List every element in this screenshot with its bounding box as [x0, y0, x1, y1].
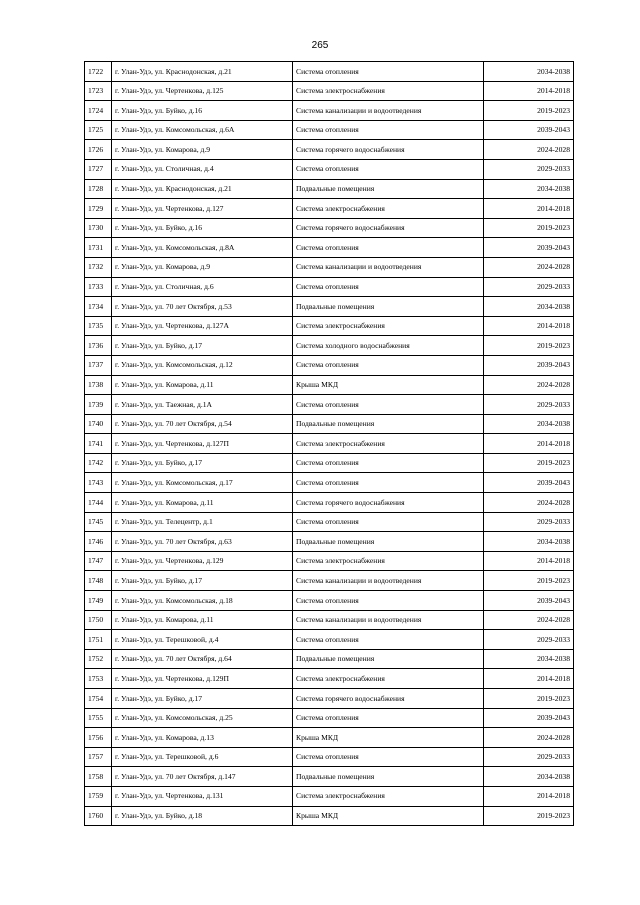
period-cell: 2019-2023	[484, 453, 574, 473]
period-cell: 2014-2018	[484, 316, 574, 336]
address-cell: г. Улан-Удэ, ул. Комсомольская, д.12	[112, 355, 293, 375]
table-row	[85, 316, 574, 336]
address-cell: г. Улан-Удэ, ул. Краснодонская, д.21	[112, 62, 293, 82]
table-row	[85, 591, 574, 611]
row-number-cell: 1734	[85, 297, 112, 317]
table-row	[85, 649, 574, 669]
period-cell: 2034-2038	[484, 767, 574, 787]
address-cell: г. Улан-Удэ, ул. Столичная, д.6	[112, 277, 293, 297]
period-cell: 2029-2033	[484, 277, 574, 297]
address-cell: г. Улан-Удэ, ул. Комсомольская, д.25	[112, 708, 293, 728]
row-number-cell: 1757	[85, 747, 112, 767]
address-cell: г. Улан-Удэ, ул. Чертенкова, д.127А	[112, 316, 293, 336]
system-cell: Система горячего водоснабжения	[293, 689, 484, 709]
address-cell: г. Улан-Удэ, ул. Чертенкова, д.127	[112, 199, 293, 219]
row-number-cell: 1727	[85, 159, 112, 179]
address-cell: г. Улан-Удэ, ул. Таежная, д.1А	[112, 395, 293, 415]
address-cell: г. Улан-Удэ, ул. Буйко, д.17	[112, 453, 293, 473]
row-number-cell: 1760	[85, 806, 112, 826]
table-row	[85, 493, 574, 513]
row-number-cell: 1745	[85, 512, 112, 532]
system-cell: Крыша МКД	[293, 806, 484, 826]
address-cell: г. Улан-Удэ, ул. Буйко, д.16	[112, 101, 293, 121]
address-cell: г. Улан-Удэ, ул. 70 лет Октября, д.64	[112, 649, 293, 669]
period-cell: 2019-2023	[484, 336, 574, 356]
system-cell: Система канализации и водоотведения	[293, 571, 484, 591]
address-cell: г. Улан-Удэ, ул. Комсомольская, д.17	[112, 473, 293, 493]
system-cell: Система электроснабжения	[293, 551, 484, 571]
system-cell: Система отопления	[293, 62, 484, 82]
table-row	[85, 571, 574, 591]
table-row	[85, 238, 574, 258]
period-cell: 2014-2018	[484, 81, 574, 101]
period-cell: 2024-2028	[484, 493, 574, 513]
period-cell: 2034-2038	[484, 179, 574, 199]
system-cell: Система горячего водоснабжения	[293, 140, 484, 160]
address-cell: г. Улан-Удэ, ул. Комарова, д.9	[112, 140, 293, 160]
system-cell: Система отопления	[293, 159, 484, 179]
table-row	[85, 120, 574, 140]
address-cell: г. Улан-Удэ, ул. Комсомольская, д.6А	[112, 120, 293, 140]
address-cell: г. Улан-Удэ, ул. Краснодонская, д.21	[112, 179, 293, 199]
system-cell: Система отопления	[293, 453, 484, 473]
period-cell: 2019-2023	[484, 101, 574, 121]
table-row	[85, 610, 574, 630]
row-number-cell: 1741	[85, 434, 112, 454]
row-number-cell: 1723	[85, 81, 112, 101]
period-cell: 2039-2043	[484, 355, 574, 375]
row-number-cell: 1751	[85, 630, 112, 650]
address-cell: г. Улан-Удэ, ул. Буйко, д.17	[112, 689, 293, 709]
system-cell: Система электроснабжения	[293, 434, 484, 454]
row-number-cell: 1750	[85, 610, 112, 630]
row-number-cell: 1736	[85, 336, 112, 356]
table-row	[85, 473, 574, 493]
address-cell: г. Улан-Удэ, ул. Комсомольская, д.8А	[112, 238, 293, 258]
table-row	[85, 512, 574, 532]
system-cell: Система канализации и водоотведения	[293, 610, 484, 630]
period-cell: 2019-2023	[484, 806, 574, 826]
period-cell: 2024-2028	[484, 610, 574, 630]
system-cell: Подвальные помещения	[293, 649, 484, 669]
row-number-cell: 1739	[85, 395, 112, 415]
table-row	[85, 81, 574, 101]
period-cell: 2034-2038	[484, 414, 574, 434]
system-cell: Система электроснабжения	[293, 786, 484, 806]
table-row	[85, 336, 574, 356]
system-cell: Система отопления	[293, 630, 484, 650]
system-cell: Подвальные помещения	[293, 767, 484, 787]
table-row	[85, 101, 574, 121]
address-cell: г. Улан-Удэ, ул. Комарова, д.9	[112, 257, 293, 277]
system-cell: Система отопления	[293, 355, 484, 375]
repair-schedule-table	[84, 61, 574, 826]
system-cell: Подвальные помещения	[293, 297, 484, 317]
period-cell: 2024-2028	[484, 140, 574, 160]
period-cell: 2034-2038	[484, 649, 574, 669]
system-cell: Крыша МКД	[293, 728, 484, 748]
table-row	[85, 669, 574, 689]
table-body	[85, 62, 574, 826]
page-number: 265	[311, 40, 329, 51]
row-number-cell: 1730	[85, 218, 112, 238]
row-number-cell: 1748	[85, 571, 112, 591]
row-number-cell: 1738	[85, 375, 112, 395]
system-cell: Система горячего водоснабжения	[293, 218, 484, 238]
period-cell: 2029-2033	[484, 159, 574, 179]
table-row	[85, 767, 574, 787]
row-number-cell: 1732	[85, 257, 112, 277]
address-cell: г. Улан-Удэ, ул. Комсомольская, д.18	[112, 591, 293, 611]
system-cell: Система канализации и водоотведения	[293, 101, 484, 121]
system-cell: Система отопления	[293, 708, 484, 728]
table-row	[85, 708, 574, 728]
table-row	[85, 62, 574, 82]
row-number-cell: 1728	[85, 179, 112, 199]
row-number-cell: 1755	[85, 708, 112, 728]
table-row	[85, 434, 574, 454]
period-cell: 2014-2018	[484, 669, 574, 689]
address-cell: г. Улан-Удэ, ул. Терешковой, д.4	[112, 630, 293, 650]
table-row	[85, 689, 574, 709]
row-number-cell: 1737	[85, 355, 112, 375]
period-cell: 2029-2033	[484, 512, 574, 532]
period-cell: 2019-2023	[484, 689, 574, 709]
address-cell: г. Улан-Удэ, ул. Буйко, д.18	[112, 806, 293, 826]
address-cell: г. Улан-Удэ, ул. Чертенкова, д.129П	[112, 669, 293, 689]
period-cell: 2039-2043	[484, 708, 574, 728]
period-cell: 2024-2028	[484, 728, 574, 748]
row-number-cell: 1735	[85, 316, 112, 336]
address-cell: г. Улан-Удэ, ул. Чертенкова, д.125	[112, 81, 293, 101]
period-cell: 2039-2043	[484, 238, 574, 258]
address-cell: г. Улан-Удэ, ул. Чертенкова, д.129	[112, 551, 293, 571]
table-row	[85, 414, 574, 434]
address-cell: г. Улан-Удэ, ул. 70 лет Октября, д.54	[112, 414, 293, 434]
table-row	[85, 199, 574, 219]
table-row	[85, 375, 574, 395]
row-number-cell: 1724	[85, 101, 112, 121]
row-number-cell: 1725	[85, 120, 112, 140]
system-cell: Система отопления	[293, 277, 484, 297]
period-cell: 2039-2043	[484, 120, 574, 140]
row-number-cell: 1749	[85, 591, 112, 611]
system-cell: Система отопления	[293, 120, 484, 140]
system-cell: Подвальные помещения	[293, 532, 484, 552]
period-cell: 2024-2028	[484, 375, 574, 395]
system-cell: Крыша МКД	[293, 375, 484, 395]
table-row	[85, 728, 574, 748]
period-cell: 2014-2018	[484, 551, 574, 571]
period-cell: 2029-2033	[484, 395, 574, 415]
system-cell: Подвальные помещения	[293, 179, 484, 199]
address-cell: г. Улан-Удэ, ул. Терешковой, д.6	[112, 747, 293, 767]
address-cell: г. Улан-Удэ, ул. Столичная, д.4	[112, 159, 293, 179]
address-cell: г. Улан-Удэ, ул. Телецентр, д.1	[112, 512, 293, 532]
system-cell: Система отопления	[293, 747, 484, 767]
row-number-cell: 1733	[85, 277, 112, 297]
system-cell: Система электроснабжения	[293, 316, 484, 336]
row-number-cell: 1729	[85, 199, 112, 219]
table-row	[85, 159, 574, 179]
system-cell: Система канализации и водоотведения	[293, 257, 484, 277]
table-row	[85, 179, 574, 199]
address-cell: г. Улан-Удэ, ул. Комарова, д.13	[112, 728, 293, 748]
period-cell: 2029-2033	[484, 630, 574, 650]
address-cell: г. Улан-Удэ, ул. Буйко, д.17	[112, 571, 293, 591]
table-row	[85, 355, 574, 375]
table-row	[85, 395, 574, 415]
row-number-cell: 1759	[85, 786, 112, 806]
table-row	[85, 453, 574, 473]
table-row	[85, 257, 574, 277]
period-cell: 2014-2018	[484, 199, 574, 219]
table-row	[85, 140, 574, 160]
row-number-cell: 1744	[85, 493, 112, 513]
system-cell: Система отопления	[293, 591, 484, 611]
period-cell: 2034-2038	[484, 297, 574, 317]
system-cell: Система отопления	[293, 473, 484, 493]
period-cell: 2014-2018	[484, 434, 574, 454]
period-cell: 2014-2018	[484, 786, 574, 806]
row-number-cell: 1753	[85, 669, 112, 689]
table-row	[85, 532, 574, 552]
system-cell: Система отопления	[293, 395, 484, 415]
address-cell: г. Улан-Удэ, ул. 70 лет Октября, д.147	[112, 767, 293, 787]
address-cell: г. Улан-Удэ, ул. Буйко, д.16	[112, 218, 293, 238]
period-cell: 2019-2023	[484, 218, 574, 238]
row-number-cell: 1754	[85, 689, 112, 709]
row-number-cell: 1740	[85, 414, 112, 434]
period-cell: 2039-2043	[484, 591, 574, 611]
period-cell: 2034-2038	[484, 532, 574, 552]
system-cell: Система отопления	[293, 238, 484, 258]
address-cell: г. Улан-Удэ, ул. Чертенкова, д.131	[112, 786, 293, 806]
address-cell: г. Улан-Удэ, ул. Комарова, д.11	[112, 610, 293, 630]
system-cell: Система холодного водоснабжения	[293, 336, 484, 356]
address-cell: г. Улан-Удэ, ул. Чертенкова, д.127П	[112, 434, 293, 454]
row-number-cell: 1731	[85, 238, 112, 258]
row-number-cell: 1743	[85, 473, 112, 493]
table-row	[85, 786, 574, 806]
row-number-cell: 1722	[85, 62, 112, 82]
system-cell: Система электроснабжения	[293, 669, 484, 689]
address-cell: г. Улан-Удэ, ул. 70 лет Октября, д.53	[112, 297, 293, 317]
row-number-cell: 1747	[85, 551, 112, 571]
address-cell: г. Улан-Удэ, ул. 70 лет Октября, д.63	[112, 532, 293, 552]
row-number-cell: 1758	[85, 767, 112, 787]
table-row	[85, 747, 574, 767]
system-cell: Система электроснабжения	[293, 199, 484, 219]
address-cell: г. Улан-Удэ, ул. Комарова, д.11	[112, 493, 293, 513]
system-cell: Подвальные помещения	[293, 414, 484, 434]
system-cell: Система горячего водоснабжения	[293, 493, 484, 513]
table-row	[85, 806, 574, 826]
table-row	[85, 630, 574, 650]
row-number-cell: 1756	[85, 728, 112, 748]
row-number-cell: 1726	[85, 140, 112, 160]
period-cell: 2034-2038	[484, 62, 574, 82]
table-row	[85, 297, 574, 317]
table-row	[85, 277, 574, 297]
row-number-cell: 1746	[85, 532, 112, 552]
period-cell: 2039-2043	[484, 473, 574, 493]
period-cell: 2024-2028	[484, 257, 574, 277]
period-cell: 2029-2033	[484, 747, 574, 767]
table-row	[85, 551, 574, 571]
address-cell: г. Улан-Удэ, ул. Буйко, д.17	[112, 336, 293, 356]
row-number-cell: 1742	[85, 453, 112, 473]
system-cell: Система отопления	[293, 512, 484, 532]
address-cell: г. Улан-Удэ, ул. Комарова, д.11	[112, 375, 293, 395]
table-row	[85, 218, 574, 238]
row-number-cell: 1752	[85, 649, 112, 669]
period-cell: 2019-2023	[484, 571, 574, 591]
system-cell: Система электроснабжения	[293, 81, 484, 101]
